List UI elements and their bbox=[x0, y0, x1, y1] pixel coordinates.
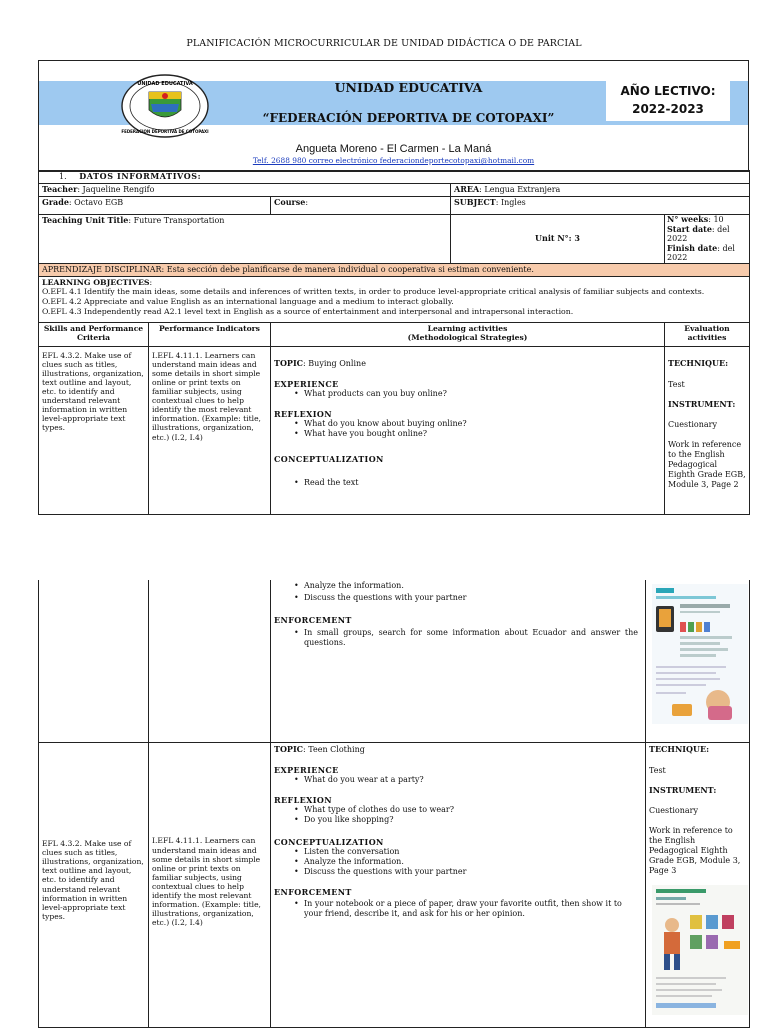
teacher-label: Teacher bbox=[42, 184, 78, 194]
row1-evaluation bbox=[665, 346, 750, 514]
unit-title-value: : Future Transportation bbox=[128, 216, 225, 225]
objective-item: O.EFL 4.2 Appreciate and value English as an international language and a medium to interact globally. bbox=[42, 297, 454, 307]
finish-date-value: : del 2022 bbox=[667, 243, 735, 263]
row1-instrument-label: INSTRUMENT bbox=[668, 398, 733, 409]
school-year-label: AÑO LECTIVO: bbox=[620, 84, 716, 98]
row2-activities bbox=[271, 742, 646, 1027]
activities-header-line1: Learning activities bbox=[427, 323, 508, 333]
row1b-evaluation bbox=[646, 580, 750, 742]
svg-text:FEDERACION DEPORTIVA DE COTOPA: FEDERACION DEPORTIVA DE COTOPAXI bbox=[121, 129, 209, 134]
row1-reflexion-item: • What have you bought online? bbox=[274, 429, 661, 439]
row2-technique-suffix: : bbox=[706, 743, 710, 754]
subject-value: : Ingles bbox=[495, 198, 526, 207]
row1-instrument-suffix: : bbox=[732, 398, 736, 409]
row1-reflexion-label: REFLEXION bbox=[274, 408, 332, 419]
row1-indicators: I.EFL 4.11.1. Learners can understand main ideas and some details in short simple online or print texts on familiar subjects, using contextual clues to help identify the most relevant information. (Example: title, illustrations, organization, etc.) (I.2, I.4) bbox=[149, 346, 271, 514]
row2-enforcement-label: ENFORCEMENT bbox=[274, 886, 352, 897]
col-header-skills: Skills and Performance Criteria bbox=[39, 322, 149, 346]
school-address: Angueta Moreno - El Carmen - La Maná bbox=[295, 143, 492, 155]
row1-experience-label: EXPERIENCE bbox=[274, 378, 339, 389]
unit-title-cell bbox=[39, 215, 451, 264]
row2-technique: Test bbox=[649, 765, 666, 775]
row1-work-reference: Work in reference to the English Pedagogical Eighth Grade EGB, Module 3, Page 2 bbox=[668, 439, 746, 489]
row1-topic-label: TOPIC bbox=[274, 357, 304, 368]
course-label: Course bbox=[274, 197, 306, 207]
row1-activities bbox=[271, 346, 665, 514]
unit-number-cell bbox=[451, 215, 665, 264]
school-year-box bbox=[606, 79, 730, 121]
planning-table-page1 bbox=[38, 170, 750, 515]
row1-reflexion-item: • What do you know about buying online? bbox=[274, 419, 661, 429]
unit-number: Unit N°: 3 bbox=[535, 233, 580, 244]
area-label: AREA bbox=[454, 184, 480, 194]
row1-topic: : Buying Online bbox=[303, 358, 366, 368]
row1b-concept-item: • Analyze the information. bbox=[274, 581, 642, 591]
institution-name: “FEDERACIÓN DEPORTIVA DE COTOPAXI” bbox=[262, 111, 555, 125]
objective-item: O.EFL 4.1 Identify the main ideas, some details and inferences of written texts, in order to produce level-appropriate critical analysis of familiar subjects and contexts. bbox=[42, 287, 705, 297]
aprendizaje-row bbox=[39, 263, 750, 276]
row2-concept-item: • Analyze the information. bbox=[274, 857, 642, 867]
row2-reflexion-item: • Do you like shopping? bbox=[274, 815, 642, 825]
row1-instrument: Cuestionary bbox=[668, 419, 717, 429]
start-date-label: Start date bbox=[667, 223, 712, 234]
aprendizaje-text: Esta sección debe planificarse de manera individual o cooperativa si estiman conveniente. bbox=[164, 264, 534, 274]
row2-enforcement-item: • In your notebook or a piece of paper, draw your favorite outfit, then show it to your friend, describe it, and ask for his or her opinion. bbox=[274, 899, 642, 919]
grade-label: Grade bbox=[42, 197, 69, 207]
unit-title-label: Teaching Unit Title bbox=[42, 215, 129, 225]
row2-topic: : Teen Clothing bbox=[303, 744, 365, 754]
textbook-page-thumbnail bbox=[652, 584, 748, 724]
row2-evaluation bbox=[646, 742, 750, 1027]
grade-cell bbox=[39, 197, 271, 215]
row2-skills: EFL 4.3.2. Make use of clues such as titles, illustrations, organization, text outline and layout, etc. to identify and understand relevant information in written level-appropriate text types. bbox=[39, 742, 149, 1027]
row2-concept-item: • Discuss the questions with your partner bbox=[274, 867, 642, 877]
row2-instrument-suffix: : bbox=[713, 784, 717, 795]
row2-instrument-label: INSTRUMENT bbox=[649, 784, 714, 795]
row1b-indicators bbox=[149, 580, 271, 742]
row1-concept-label: CONCEPTUALIZATION bbox=[274, 453, 384, 464]
row1-skills: EFL 4.3.2. Make use of clues such as titles, illustrations, organization, text outline and layout, etc. to identify and understand relevant information in written level-appropriate text types. bbox=[39, 346, 149, 514]
row1-technique-label: TECHNIQUE bbox=[668, 357, 726, 368]
subject-label: SUBJECT bbox=[454, 197, 496, 207]
area-value: : Lengua Extranjera bbox=[479, 185, 561, 194]
contact-link[interactable]: Telf. 2688 980 correo electrónico federaciondeportecotopaxi@hotmail.com bbox=[252, 156, 535, 165]
objective-item: O.EFL 4.3 Independently read A2.1 level text in English as a source of entertainment and interpersonal and intrapersonal interaction. bbox=[42, 307, 574, 317]
grade-value: : Octavo EGB bbox=[68, 198, 124, 207]
row1b-enforcement-item: • In small groups, search for some information about Ecuador and answer the questions. bbox=[274, 628, 642, 648]
row2-indicators: I.EFL 4.11.1. Learners can understand main ideas and some details in short simple online or print texts on familiar subjects, using contextual clues to help identify the most relevant information. (Example: title, illustrations, organization, etc.) (I.2, I.4) bbox=[149, 742, 271, 1027]
objectives-title: LEARNING OBJECTIVES bbox=[42, 277, 150, 287]
weeks-label: N° weeks bbox=[667, 214, 709, 224]
planning-table-page2 bbox=[38, 580, 750, 1028]
row2-concept-label: CONCEPTUALIZATION bbox=[274, 836, 384, 847]
row1b-skills bbox=[39, 580, 149, 742]
row2-work-reference: Work in reference to the English Pedagogical Eighth Grade EGB, Module 3, Page 3 bbox=[649, 825, 741, 875]
area-cell bbox=[451, 184, 750, 197]
objectives-cell bbox=[39, 276, 750, 322]
col-header-activities bbox=[271, 322, 665, 346]
school-year-value: 2022-2023 bbox=[632, 102, 704, 116]
weeks-value: : 10 bbox=[708, 215, 724, 224]
info-section-number: 1. bbox=[59, 172, 67, 181]
row2-topic-label: TOPIC bbox=[274, 743, 304, 754]
row1-technique: Test bbox=[668, 379, 685, 389]
row2-experience-label: EXPERIENCE bbox=[274, 764, 339, 775]
info-section-title bbox=[39, 171, 750, 184]
course-cell bbox=[271, 197, 451, 215]
row1-technique-suffix: : bbox=[725, 357, 729, 368]
subject-cell bbox=[451, 197, 750, 215]
teacher-cell bbox=[39, 184, 451, 197]
finish-date-label: Finish date bbox=[667, 242, 718, 253]
col-header-indicators: Performance Indicators bbox=[149, 322, 271, 346]
institution-type: UNIDAD EDUCATIVA bbox=[334, 80, 483, 95]
textbook-page-thumbnail-2 bbox=[652, 885, 748, 1015]
row2-technique-label: TECHNIQUE bbox=[649, 743, 707, 754]
col-header-evaluation: Evaluation activities bbox=[665, 322, 750, 346]
row2-reflexion-label: REFLEXION bbox=[274, 794, 332, 805]
svg-text:UNIDAD EDUCATIVA: UNIDAD EDUCATIVA bbox=[137, 81, 193, 87]
activities-header-line2: (Methodological Strategies) bbox=[407, 332, 528, 342]
dates-cell bbox=[665, 215, 750, 264]
address-row bbox=[38, 143, 749, 172]
row2-reflexion-item: • What type of clothes do use to wear? bbox=[274, 805, 642, 815]
course-value: : bbox=[305, 198, 309, 207]
row1-experience-item: • What products can you buy online? bbox=[274, 389, 661, 399]
start-date-value: : del 2022 bbox=[667, 224, 730, 244]
row1-concept-item: • Read the text bbox=[274, 478, 661, 488]
teacher-value: : Jaqueline Rengifo bbox=[77, 185, 155, 194]
row2-concept-item: • Listen the conversation bbox=[274, 847, 642, 857]
page-title: PLANIFICACIÓN MICROCURRICULAR DE UNIDAD DIDÁCTICA O DE PARCIAL bbox=[186, 38, 582, 49]
aprendizaje-label: APRENDIZAJE DISCIPLINAR: bbox=[42, 264, 165, 274]
row1b-activities bbox=[271, 580, 646, 742]
row2-instrument: Cuestionary bbox=[649, 805, 698, 815]
info-section-heading: DATOS INFORMATIVOS: bbox=[79, 171, 202, 181]
row1b-concept-item: • Discuss the questions with your partner bbox=[274, 593, 642, 603]
row1b-enforcement-label: ENFORCEMENT bbox=[274, 615, 352, 625]
document-header bbox=[38, 60, 749, 172]
row2-experience-item: • What do you wear at a party? bbox=[274, 775, 642, 785]
objectives-title-suffix: : bbox=[149, 277, 153, 287]
